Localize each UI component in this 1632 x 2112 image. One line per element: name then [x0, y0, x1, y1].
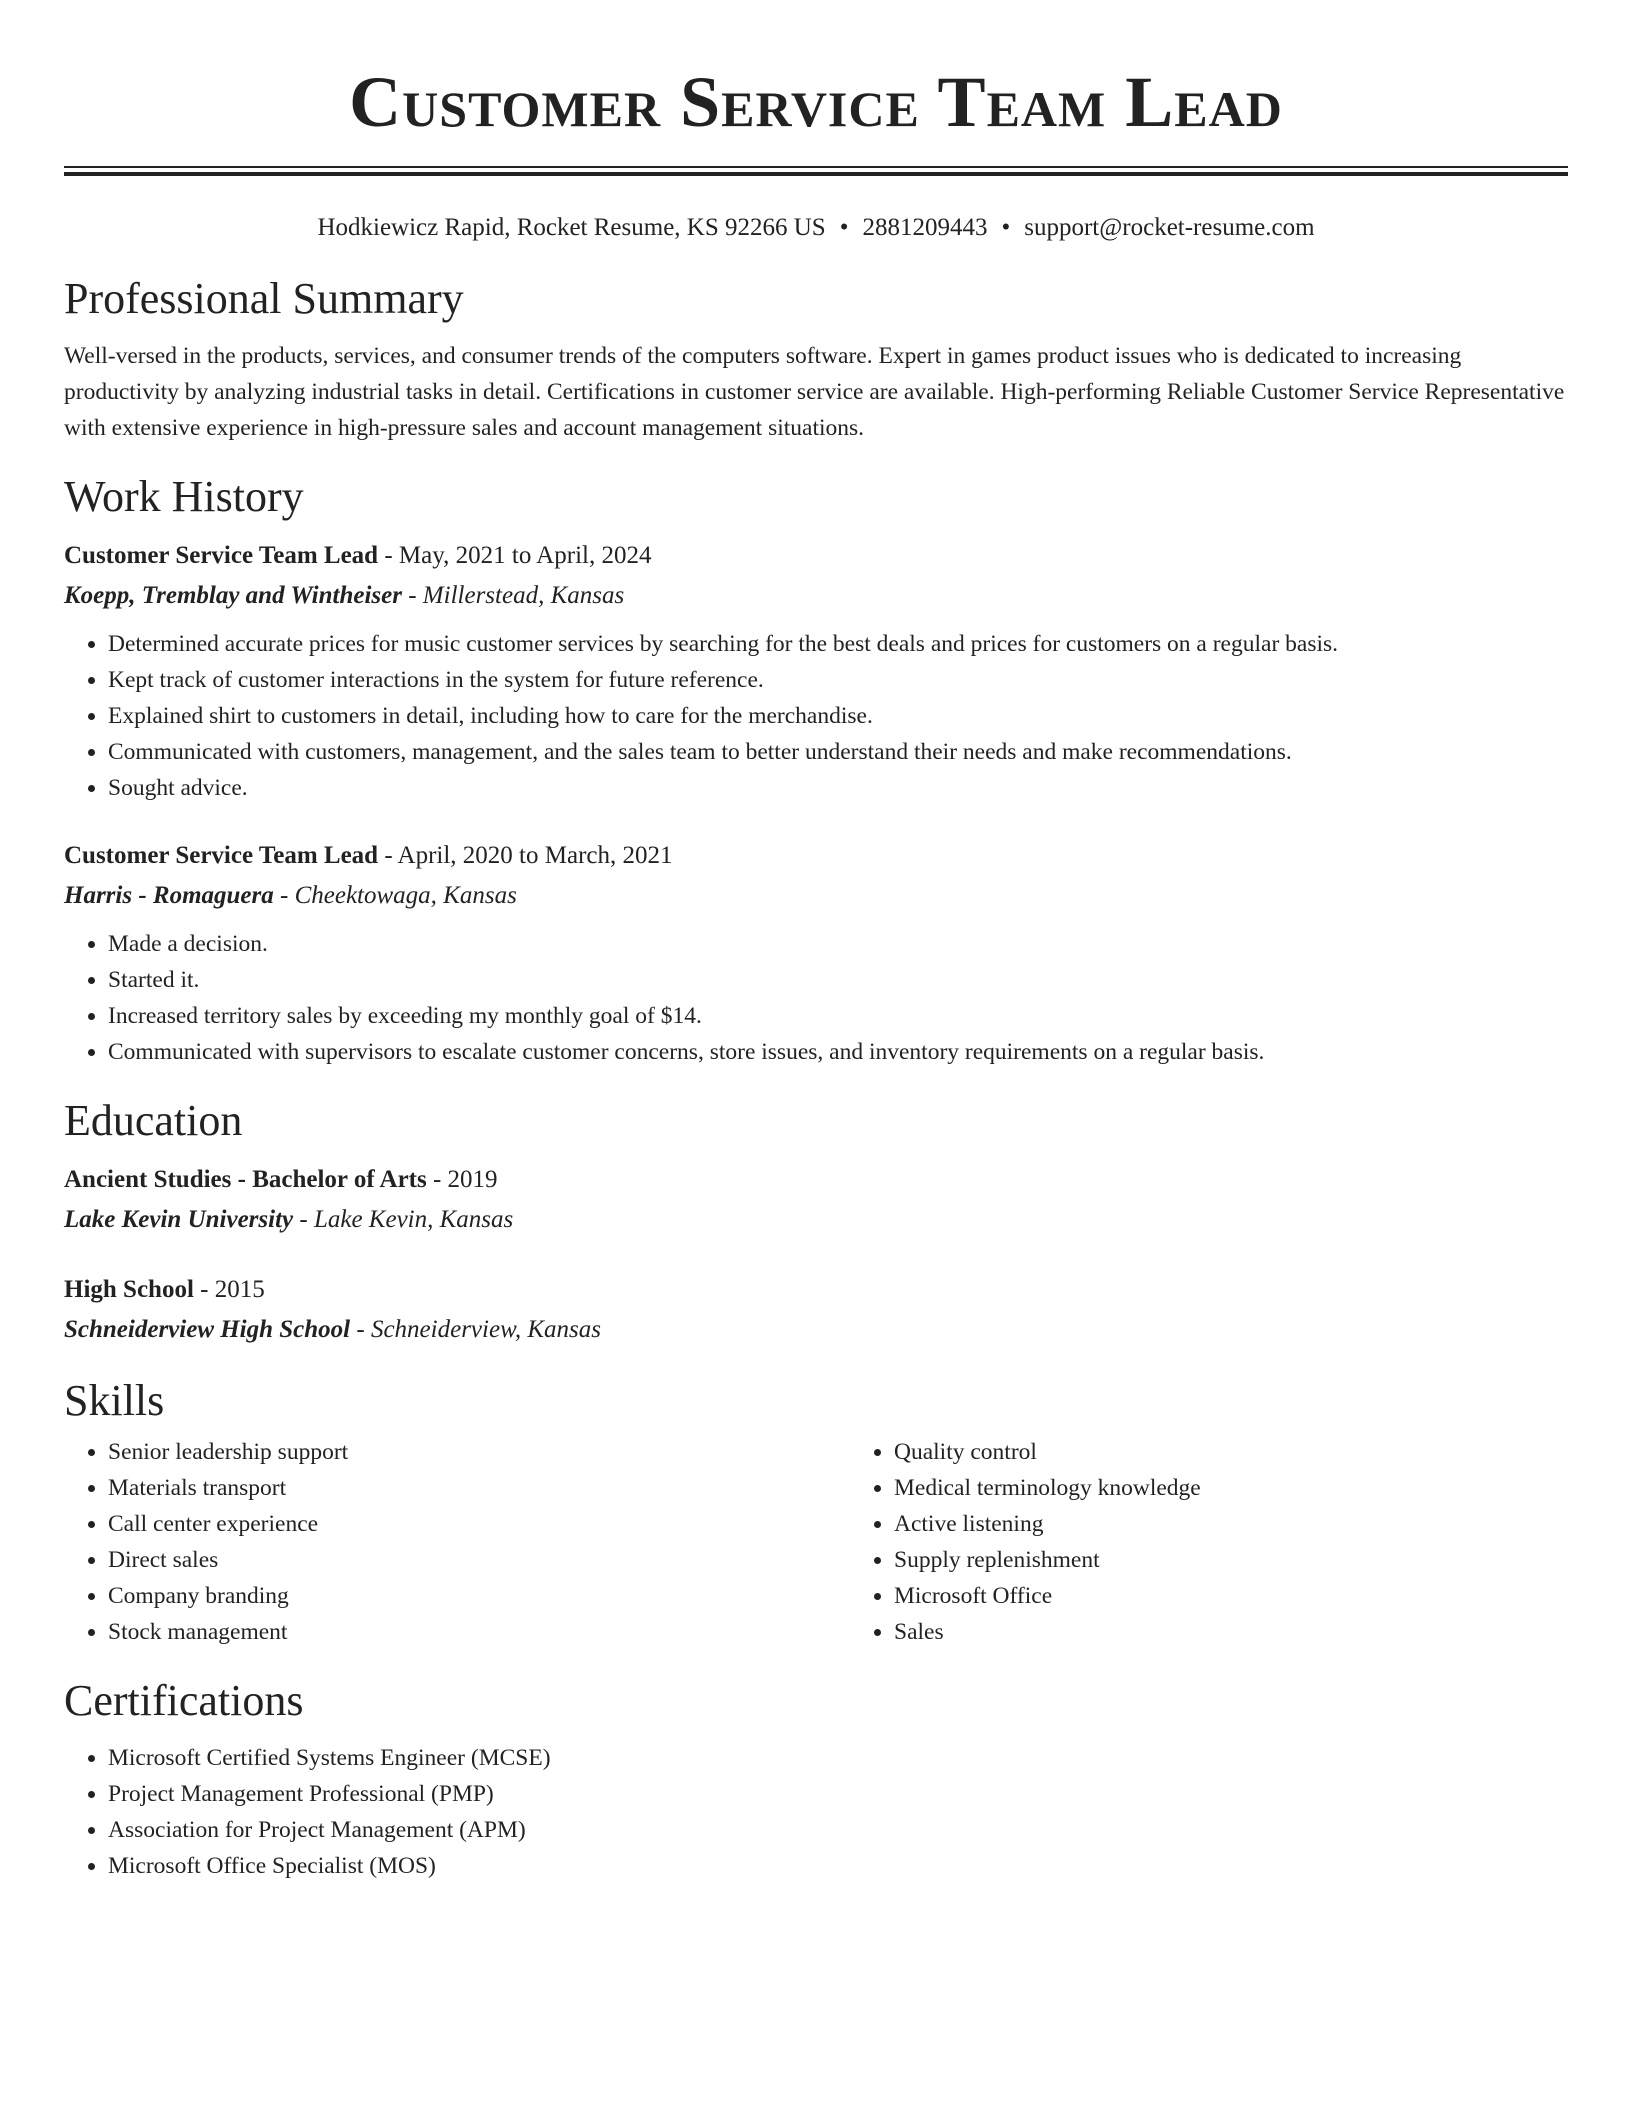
list-item: • Determined accurate prices for music customer services by searching for the best deals and prices for customers on a regular basis.: [108, 626, 1568, 662]
school: Lake Kevin University: [64, 1206, 294, 1233]
job-company: Koepp, Tremblay and Wintheiser: [64, 582, 402, 609]
list-item: • Started it.: [108, 962, 1568, 998]
job-company-line: [64, 876, 1568, 916]
contact-separator: •: [839, 214, 849, 241]
school: Schneiderview High School: [64, 1316, 351, 1343]
school-location: - Lake Kevin, Kansas: [293, 1206, 514, 1233]
list-item: • Made a decision.: [108, 926, 1568, 962]
degree: Ancient Studies - Bachelor of Arts: [64, 1166, 427, 1193]
job-bullets: [64, 926, 1568, 1070]
job-bullets: [64, 626, 1568, 806]
list-item: • Explained shirt to customers in detail, including how to care for the merchandise.: [108, 698, 1568, 734]
list-item: • Quality control: [894, 1434, 1568, 1470]
list-item: • Medical terminology knowledge: [894, 1470, 1568, 1506]
job-title-line: [64, 836, 1568, 876]
job-role: Customer Service Team Lead: [64, 542, 379, 569]
skills-section: [64, 1374, 1568, 1650]
contact-address: Hodkiewicz Rapid, Rocket Resume, KS 92266 US: [317, 214, 826, 241]
section-title-certifications: Certifications: [64, 1676, 304, 1725]
list-item: • Direct sales: [108, 1542, 850, 1578]
list-item: • Project Management Professional (PMP): [108, 1776, 1568, 1812]
job-location: - Cheektowaga, Kansas: [273, 882, 517, 909]
list-item: • Association for Project Management (APM): [108, 1812, 1568, 1848]
list-item: • Microsoft Office: [894, 1578, 1568, 1614]
list-item: • Active listening: [894, 1506, 1568, 1542]
summary-text: Well-versed in the products, services, and consumer trends of the computers software. Expert in games product issues who is dedicated to increasing productivity by analyzing industrial tasks in detail. Certifications in customer service are available. High-performing Reliable Customer Service Representative with extensive experience in high-pressure sales and account management situations.: [64, 343, 1565, 441]
job-entry: [64, 536, 1568, 806]
work-history-section: [64, 470, 1568, 1070]
skills-columns: [64, 1434, 1568, 1650]
job-location: - Millerstead, Kansas: [401, 582, 625, 609]
school-line: [64, 1200, 1568, 1240]
list-item: • Microsoft Certified Systems Engineer (MCSE): [108, 1740, 1568, 1776]
list-item: • Kept track of customer interactions in the system for future reference.: [108, 662, 1568, 698]
skills-column-1: [64, 1434, 850, 1650]
list-item: • Supply replenishment: [894, 1542, 1568, 1578]
section-title-skills: Skills: [64, 1376, 165, 1425]
list-item: • Materials transport: [108, 1470, 850, 1506]
job-company: Harris - Romaguera: [64, 882, 274, 909]
contact-line: [64, 212, 1568, 244]
list-item: • Sales: [894, 1614, 1568, 1650]
contact-email: support@rocket-resume.com: [1024, 214, 1315, 241]
job-entry: [64, 836, 1568, 1070]
list-item: • Sought advice.: [108, 770, 1568, 806]
section-title-summary: Professional Summary: [64, 274, 464, 323]
graduation-year: - 2015: [193, 1276, 265, 1303]
education-section: [64, 1094, 1568, 1350]
certifications-section: [64, 1674, 1568, 1884]
skills-column-2: [850, 1434, 1568, 1650]
list-item: • Microsoft Office Specialist (MOS): [108, 1848, 1568, 1884]
section-title-education: Education: [64, 1096, 243, 1145]
contact-phone: 2881209443: [862, 214, 988, 241]
job-role: Customer Service Team Lead: [64, 842, 379, 869]
section-title-work-history: Work History: [64, 472, 304, 521]
job-company-line: [64, 576, 1568, 616]
summary-section: [64, 272, 1568, 446]
contact-separator: •: [1001, 214, 1011, 241]
graduation-year: - 2019: [426, 1166, 498, 1193]
degree-line: [64, 1270, 1568, 1310]
school-line: [64, 1310, 1568, 1350]
education-entry: [64, 1270, 1568, 1350]
job-dates: - April, 2020 to March, 2021: [378, 842, 673, 869]
certifications-list: [64, 1740, 1568, 1884]
job-dates: - May, 2021 to April, 2024: [378, 542, 652, 569]
list-item: • Communicated with supervisors to escalate customer concerns, store issues, and inventory requirements on a regular basis.: [108, 1034, 1568, 1070]
list-item: • Senior leadership support: [108, 1434, 850, 1470]
degree: High School: [64, 1276, 194, 1303]
header-divider: [64, 166, 1568, 176]
list-item: • Stock management: [108, 1614, 850, 1650]
school-location: - Schneiderview, Kansas: [350, 1316, 602, 1343]
list-item: • Communicated with customers, management, and the sales team to better understand their needs and make recommendations.: [108, 734, 1568, 770]
resume-name: Customer Service Team Lead: [349, 62, 1283, 142]
education-entry: [64, 1160, 1568, 1240]
list-item: • Increased territory sales by exceeding my monthly goal of $14.: [108, 998, 1568, 1034]
degree-line: [64, 1160, 1568, 1200]
list-item: • Call center experience: [108, 1506, 850, 1542]
job-title-line: [64, 536, 1568, 576]
list-item: • Company branding: [108, 1578, 850, 1614]
